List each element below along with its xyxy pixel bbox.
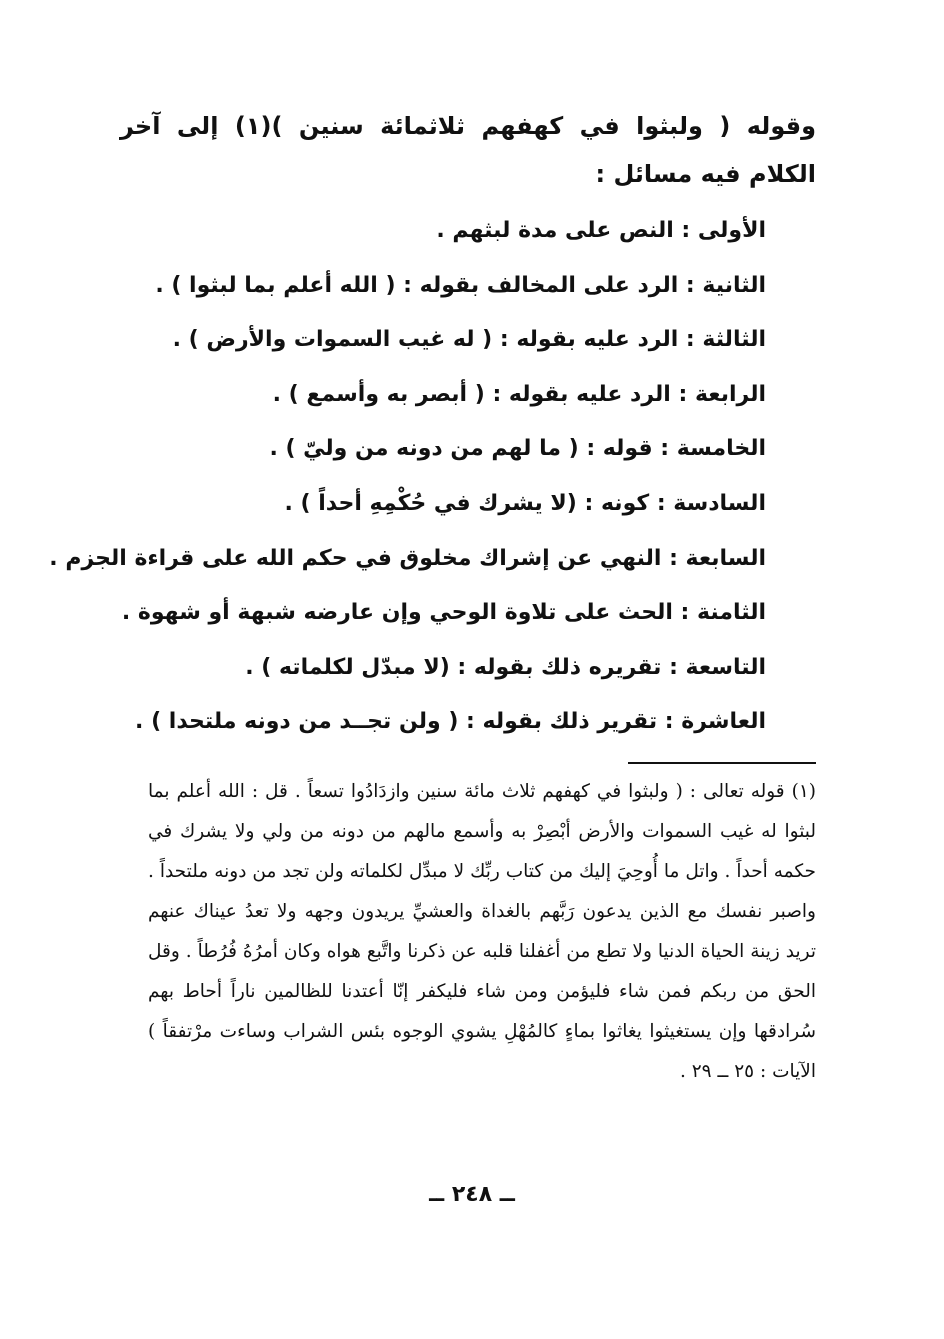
issue-1: الأولى : النص على مدة لبثهم . [436, 218, 766, 243]
footnote-separator [628, 762, 816, 764]
issues-list [49, 204, 766, 750]
issue-10: العاشرة : تقرير ذلك بقوله : ( ولن تجــد من دونه ملتحدا ) . [135, 709, 766, 735]
issue-4: الرابعة : الرد عليه بقوله : ( أبصر به وأسمع ) . [272, 381, 766, 407]
issue-3: الثالثة : الرد عليه بقوله : ( له غيب السموات والأرض ) . [172, 327, 766, 353]
issue-2: الثانية : الرد على المخالف بقوله : ( الله أعلم بما لبثوا ) . [155, 272, 766, 298]
issue-8: الثامنة : الحث على تلاوة الوحي وإن عارضه شبهة أو شهوة . [121, 600, 766, 626]
issue-7: السابعة : النهي عن إشراك مخلوق في حكم الله على قراءة الجزم . [49, 545, 766, 571]
issue-9: التاسعة : تقريره ذلك بقوله : (لا مبدّل لكلماته ) . [245, 654, 766, 680]
footnote: (١) قوله تعالى : ( ولبثوا في كهفهم ثلاث مائة سنين وازدَادُوا تسعاً . قل : الله أعلم بما لبثوا له غيب السموات والأرض أبْصِرْ به وأسمع مالهم من دونه من ولي ولا يشرك في حكمه أحداً . واتل ما أُوحِيَ إليك من كتاب ربِّك لا مبدِّل لكلماته ولن تجد من دونه ملتحداً . واصبر نفسك مع الذين يدعون رَبَّهم بالغداة والعشيِّ يريدون وجهه ولا تعدُ عيناك عنهم تريد زينة الحياة الدنيا ولا تطع من أغفلنا قلبه عن ذكرنا واتَّبع هواه وكان أمرُهُ فُرُطاً . وقل الحق من ربكم فمن شاء فليؤمن ومن شاء فليكفر إنّا أعتدنا للظالمين ناراً أحاط بهم سُرادقها وإن يستغيثوا يغاثوا بماءٍ كالمُهْلِ يشوي الوجوه بئس الشراب وساءت مرْتفقاً ) الآيات : ٢٥ ــ ٢٩ . [148, 781, 816, 1082]
page-number: ــ ٢٤٨ ــ [429, 1182, 515, 1207]
intro-paragraph: وقوله ( ولبثوا في كهفهم ثلاثمائة سنين )(١) إلى آخر الكلام فيه مسائل : [120, 112, 816, 188]
issue-6: السادسة : كونه : (لا يشرك في حُكْمِهِ أحداً ) . [284, 490, 766, 516]
issue-5: الخامسة : قوله : ( ما لهم من دونه من وليّ ) . [269, 436, 766, 462]
